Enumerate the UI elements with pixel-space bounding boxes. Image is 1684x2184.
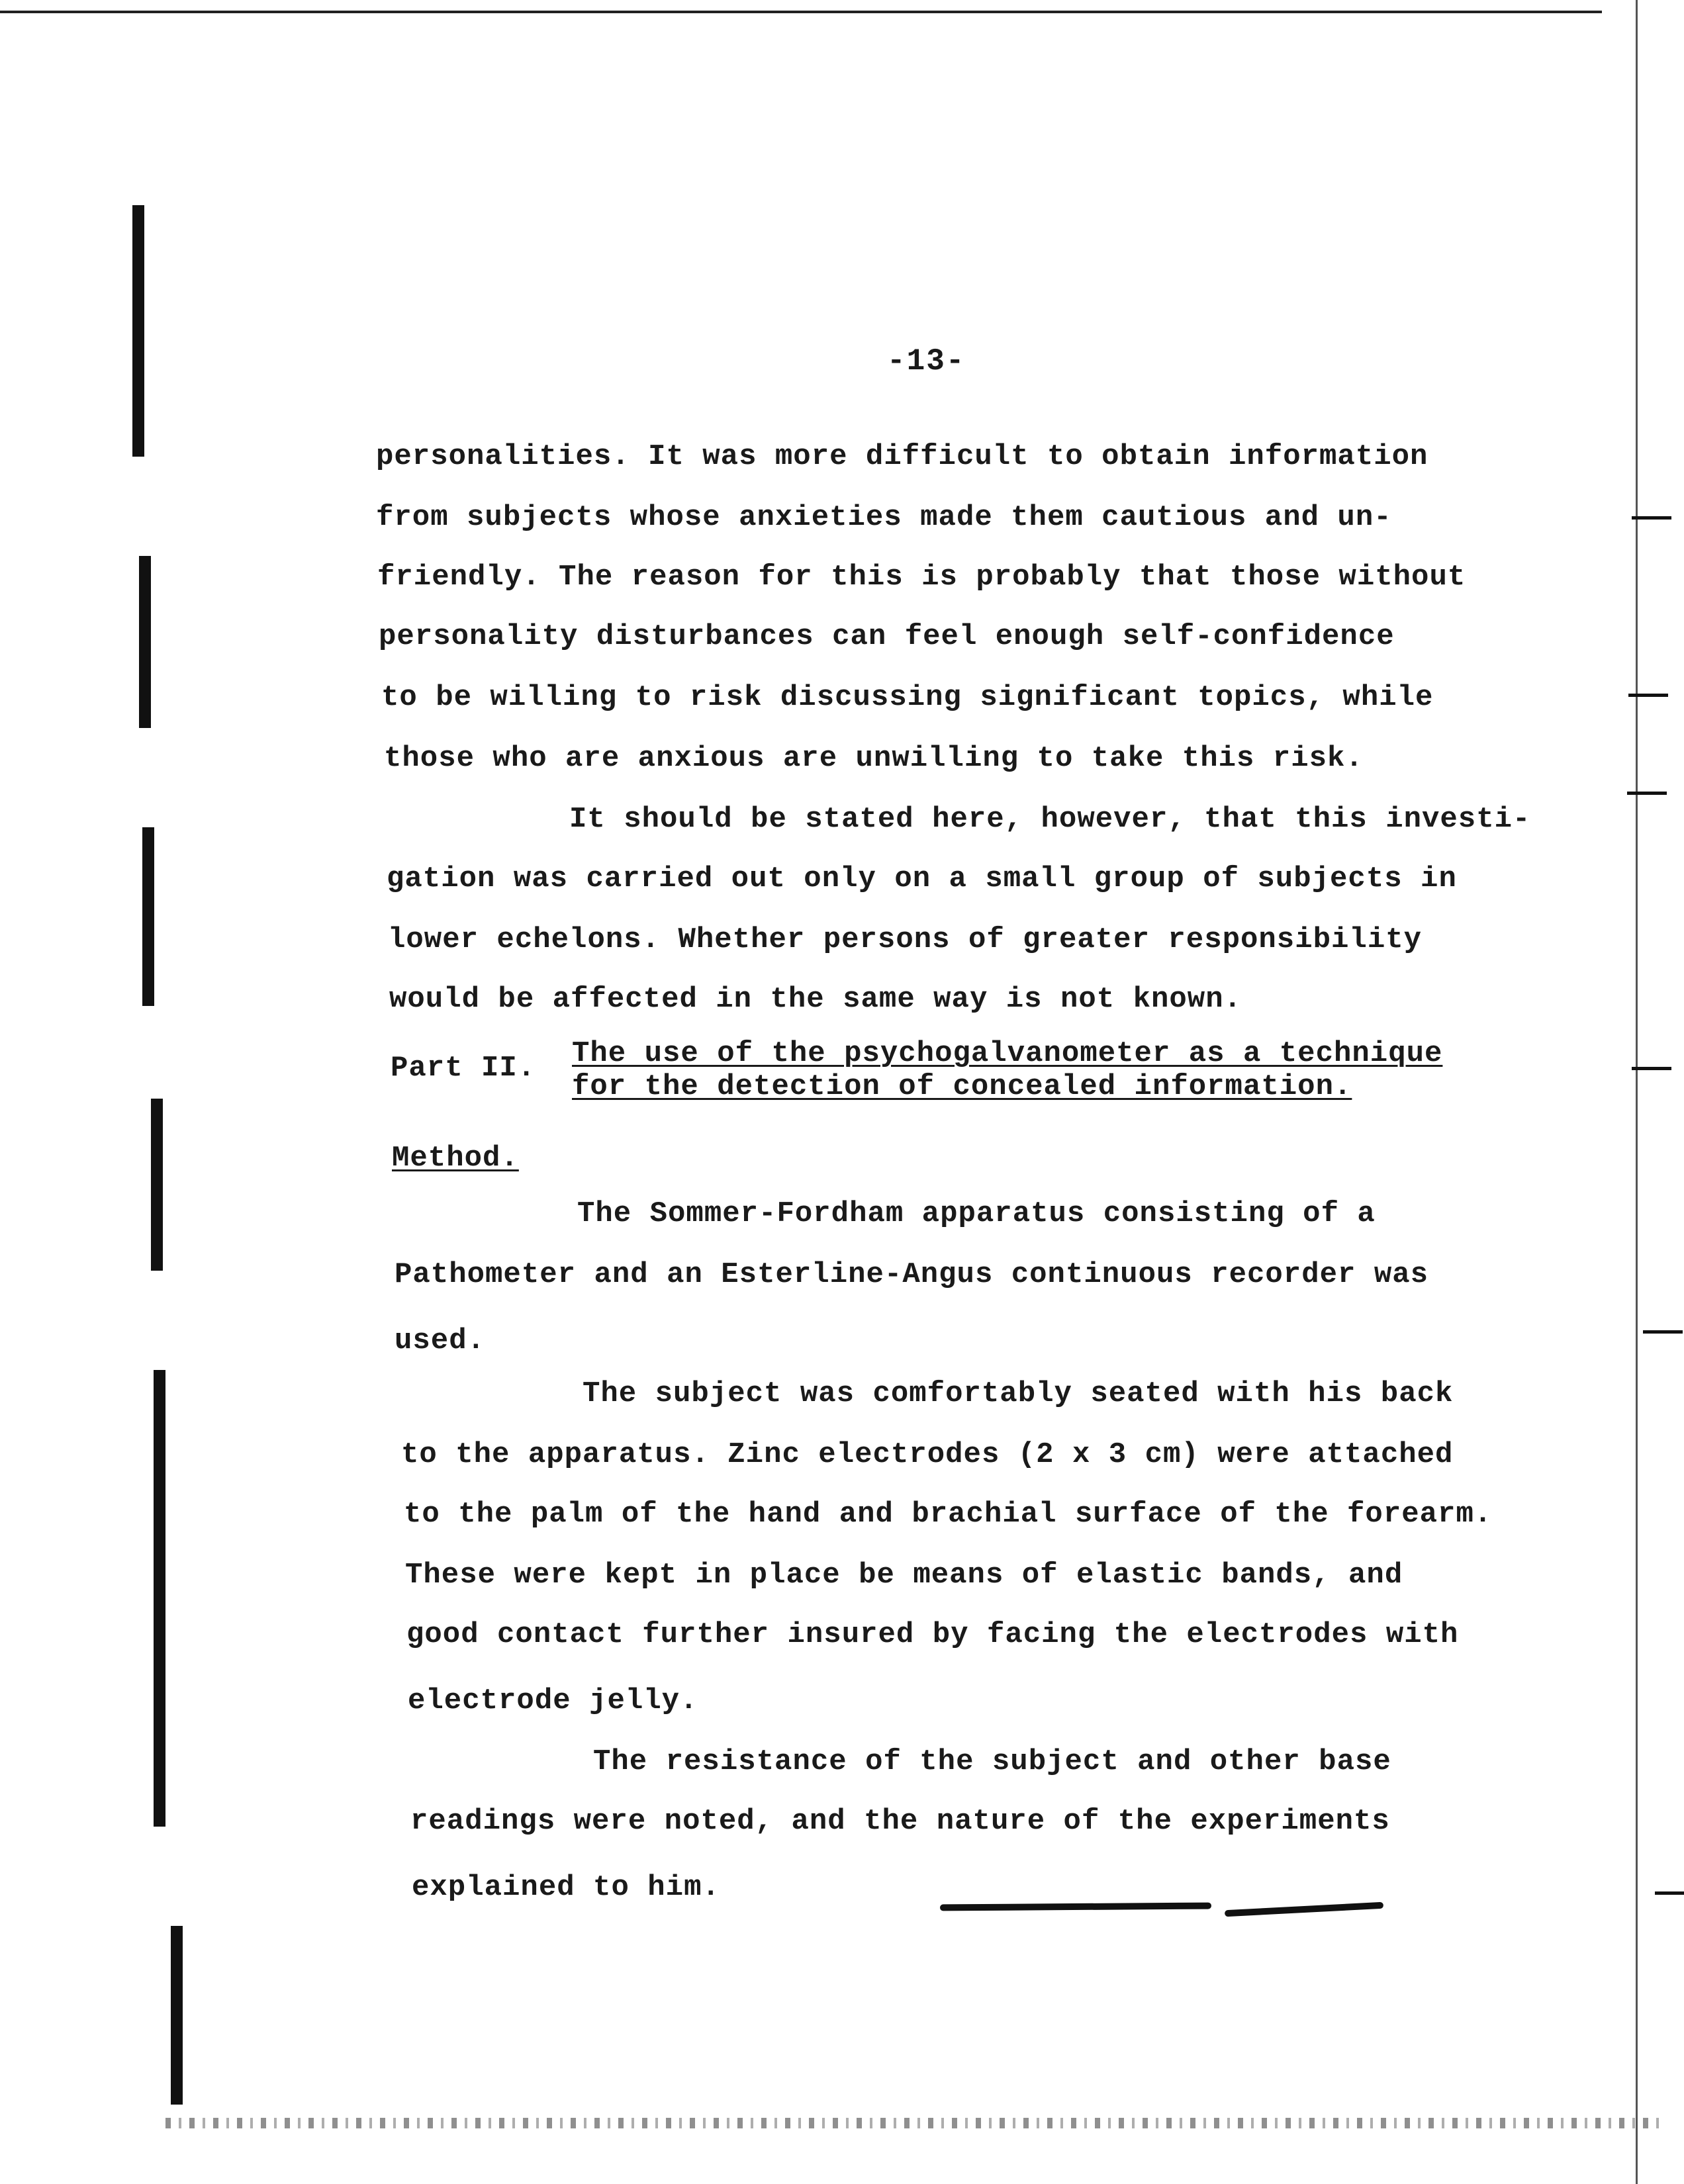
margin-dash: [1627, 792, 1667, 795]
method-line: These were kept in place be means of elastic bands, and: [405, 1559, 1403, 1592]
body-line: friendly. The reason for this is probably that those without: [377, 561, 1466, 594]
body-line: lower echelons. Whether persons of greater responsibility: [388, 923, 1423, 956]
method-line: to the apparatus. Zinc electrodes (2 x 3 cm) were attached: [401, 1438, 1454, 1471]
part-title-line-1: The use of the psychogalvanometer as a technique: [572, 1037, 1443, 1070]
method-line: used.: [395, 1324, 486, 1357]
margin-bar: [139, 556, 151, 728]
margin-bar: [132, 205, 144, 457]
method-line: The subject was comfortably seated with his back: [583, 1377, 1454, 1410]
body-line: those who are anxious are unwilling to take this risk.: [384, 742, 1364, 775]
method-line: to the palm of the hand and brachial surface of the forearm.: [404, 1498, 1493, 1531]
margin-bar: [142, 827, 154, 1006]
method-heading: Method.: [392, 1142, 519, 1175]
margin-bar: [154, 1370, 165, 1827]
method-line: explained to him.: [412, 1871, 720, 1904]
body-line: gation was carried out only on a small group of subjects in: [387, 862, 1457, 895]
scan-noise: [165, 2118, 1661, 2128]
margin-dash: [1655, 1891, 1684, 1895]
margin-dash: [1632, 1067, 1671, 1070]
margin-dash: [1643, 1330, 1683, 1334]
margin-dash: [1632, 516, 1671, 520]
pen-stroke: [1225, 1902, 1383, 1917]
part-label: Part II.: [391, 1052, 536, 1085]
method-line: Pathometer and an Esterline-Angus continuous recorder was: [395, 1258, 1429, 1291]
body-line: personality disturbances can feel enough self-confidence: [379, 620, 1395, 653]
top-rule: [0, 11, 1602, 13]
method-line: The Sommer-Fordham apparatus consisting of a: [577, 1197, 1376, 1230]
right-page-edge: [1636, 0, 1638, 2184]
body-line: from subjects whose anxieties made them cautious and un-: [376, 501, 1392, 534]
body-line: to be willing to risk discussing significant topics, while: [381, 681, 1434, 714]
margin-dash: [1628, 694, 1668, 697]
method-line: The resistance of the subject and other base: [593, 1745, 1391, 1778]
body-line: personalities. It was more difficult to obtain information: [376, 440, 1428, 473]
method-line: electrode jelly.: [408, 1684, 698, 1717]
method-line: good contact further insured by facing the electrodes with: [406, 1618, 1459, 1651]
margin-bar: [151, 1099, 163, 1271]
page-number: -13-: [887, 344, 966, 379]
body-line: would be affected in the same way is not known.: [389, 983, 1242, 1016]
body-line: It should be stated here, however, that this investi-: [569, 803, 1531, 836]
pen-stroke: [940, 1903, 1211, 1911]
margin-bar: [171, 1926, 183, 2105]
part-title-line-2: for the detection of concealed information.: [572, 1070, 1352, 1103]
method-line: readings were noted, and the nature of the experiments: [410, 1805, 1390, 1838]
